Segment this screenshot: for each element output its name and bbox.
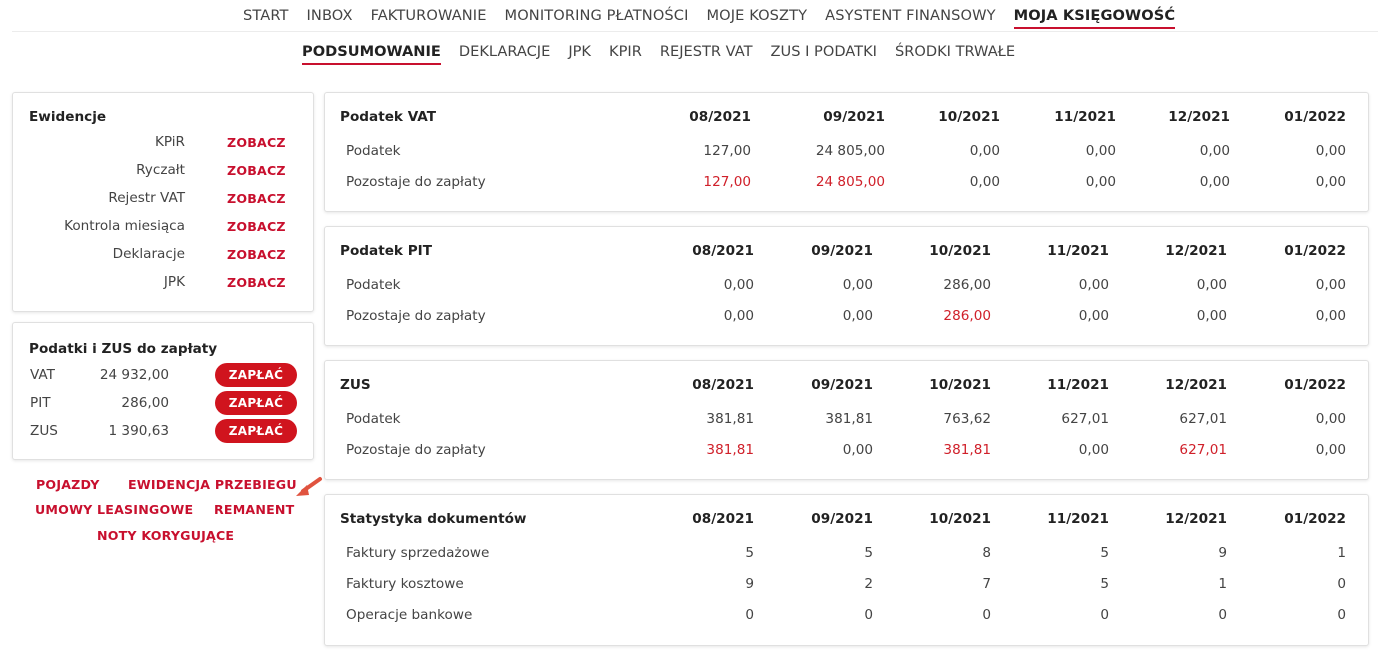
podatki-row-vat <box>13 363 313 387</box>
table-cell: 1 <box>1337 545 1346 561</box>
ewidencje-label: Deklaracje <box>112 246 185 262</box>
table-cell: 1 <box>1218 576 1227 592</box>
table-cell: 9 <box>745 576 754 592</box>
ewidencje-label: Ryczałt <box>136 162 185 178</box>
month-header: 12/2021 <box>1165 377 1227 393</box>
table-cell: 0 <box>745 607 754 623</box>
podatki-amount: 1 390,63 <box>108 423 169 439</box>
row-label: Faktury sprzedażowe <box>346 545 490 561</box>
month-header: 09/2021 <box>811 511 873 527</box>
tab-kpir[interactable]: KPIR <box>609 43 642 60</box>
table-cell: 381,81 <box>825 411 873 427</box>
podatki-title: Podatki i ZUS do zapłaty <box>29 341 218 357</box>
zobacz-kpir-link[interactable]: ZOBACZ <box>227 135 286 150</box>
table-title: Statystyka dokumentów <box>340 511 527 527</box>
month-header: 12/2021 <box>1165 243 1227 259</box>
umowy-leasingowe-link[interactable]: UMOWY LEASINGOWE <box>35 502 194 517</box>
table-cell: 2 <box>864 576 873 592</box>
month-header: 08/2021 <box>692 511 754 527</box>
top-nav-items <box>243 7 1175 29</box>
row-label: Faktury kosztowe <box>346 576 464 592</box>
table-cell: 24 805,00 <box>815 174 885 190</box>
table-cell: 627,01 <box>1179 411 1227 427</box>
table-cell: 627,01 <box>1179 442 1227 458</box>
table-cell: 127,00 <box>703 174 751 190</box>
top-nav <box>0 0 1390 32</box>
podatki-name: ZUS <box>30 423 58 439</box>
month-header: 01/2022 <box>1284 109 1346 125</box>
podatki-card <box>12 322 314 460</box>
podatek-vat-table <box>324 92 1369 212</box>
ewidencja-przebiegu-link[interactable]: EWIDENCJA PRZEBIEGU <box>128 477 297 492</box>
zus-table <box>324 360 1369 480</box>
row-label: Pozostaje do zapłaty <box>346 308 486 324</box>
table-cell: 0 <box>1100 607 1109 623</box>
table-cell: 0 <box>1337 576 1346 592</box>
month-header: 10/2021 <box>929 511 991 527</box>
zobacz-ryczalt-link[interactable]: ZOBACZ <box>227 163 286 178</box>
statystyka-dokumentow-table <box>324 494 1369 646</box>
zobacz-deklaracje-link[interactable]: ZOBACZ <box>227 247 286 262</box>
zobacz-rejestr-vat-link[interactable]: ZOBACZ <box>227 191 286 206</box>
month-header: 11/2021 <box>1047 243 1109 259</box>
zaplac-vat-button[interactable]: ZAPŁAĆ <box>215 363 297 387</box>
table-cell: 0,00 <box>1078 442 1109 458</box>
top-nav-monitoring[interactable]: MONITORING PŁATNOŚCI <box>504 7 689 24</box>
table-cell: 0,00 <box>842 277 873 293</box>
tab-srodki-trwale[interactable]: ŚRODKI TRWAŁE <box>894 43 1016 60</box>
table-cell: 381,81 <box>943 442 991 458</box>
table-cell: 0,00 <box>1196 277 1227 293</box>
table-cell: 0,00 <box>1315 143 1346 159</box>
month-header: 01/2022 <box>1284 511 1346 527</box>
row-label: Pozostaje do zapłaty <box>346 174 486 190</box>
month-header: 11/2021 <box>1054 109 1116 125</box>
ewidencje-card <box>12 92 314 312</box>
table-title: Podatek PIT <box>340 243 432 259</box>
table-cell: 0,00 <box>969 174 1000 190</box>
top-nav-moje-koszty[interactable]: MOJE KOSZTY <box>706 7 808 24</box>
table-cell: 9 <box>1218 545 1227 561</box>
month-header: 12/2021 <box>1168 109 1230 125</box>
table-cell: 0,00 <box>842 442 873 458</box>
zobacz-kontrola-link[interactable]: ZOBACZ <box>227 219 286 234</box>
month-header: 09/2021 <box>811 377 873 393</box>
month-header: 10/2021 <box>929 377 991 393</box>
row-label: Podatek <box>346 143 401 159</box>
month-header: 08/2021 <box>692 243 754 259</box>
table-cell: 0 <box>864 607 873 623</box>
tab-deklaracje[interactable]: DEKLARACJE <box>458 43 551 60</box>
table-cell: 8 <box>982 545 991 561</box>
month-header: 01/2022 <box>1284 243 1346 259</box>
month-header: 01/2022 <box>1284 377 1346 393</box>
table-cell: 763,62 <box>943 411 991 427</box>
tab-zus-i-podatki[interactable]: ZUS I PODATKI <box>770 43 877 60</box>
table-title: ZUS <box>340 377 371 393</box>
table-cell: 0,00 <box>1315 442 1346 458</box>
podatek-pit-table <box>324 226 1369 346</box>
zobacz-jpk-link[interactable]: ZOBACZ <box>227 275 286 290</box>
remanent-link[interactable]: REMANENT <box>214 502 295 517</box>
table-cell: 0,00 <box>1085 174 1116 190</box>
table-cell: 0,00 <box>1199 143 1230 159</box>
table-cell: 0 <box>1218 607 1227 623</box>
ewidencje-row-kontrola <box>13 218 313 238</box>
ewidencje-label: KPiR <box>154 134 185 150</box>
month-header: 11/2021 <box>1047 511 1109 527</box>
ewidencje-row-rejestr-vat <box>13 190 313 210</box>
sub-nav <box>302 43 1015 65</box>
row-label: Podatek <box>346 411 401 427</box>
table-cell: 0,00 <box>1315 308 1346 324</box>
month-header: 08/2021 <box>689 109 751 125</box>
noty-korygujace-link[interactable]: NOTY KORYGUJĄCE <box>97 528 235 543</box>
pojazdy-link[interactable]: POJAZDY <box>36 477 100 492</box>
table-cell: 0,00 <box>1085 143 1116 159</box>
table-cell: 127,00 <box>703 143 751 159</box>
top-nav-divider <box>12 31 1378 32</box>
ewidencje-label: Kontrola miesiąca <box>64 218 185 234</box>
table-title: Podatek VAT <box>340 109 437 125</box>
ewidencje-row-deklaracje <box>13 246 313 266</box>
ewidencje-row-jpk <box>13 274 313 294</box>
top-nav-fakturowanie[interactable]: FAKTUROWANIE <box>370 7 487 24</box>
ewidencje-label: JPK <box>163 274 185 290</box>
row-label: Pozostaje do zapłaty <box>346 442 486 458</box>
podatki-amount: 286,00 <box>121 395 169 411</box>
tab-jpk[interactable]: JPK <box>568 43 592 60</box>
arrow-pointer-icon <box>294 476 324 500</box>
row-label: Podatek <box>346 277 401 293</box>
table-cell: 286,00 <box>943 308 991 324</box>
top-nav-start[interactable]: START <box>243 7 289 24</box>
podatki-name: PIT <box>30 395 51 411</box>
table-cell: 7 <box>982 576 991 592</box>
tab-rejestr-vat[interactable]: REJESTR VAT <box>659 43 753 60</box>
table-cell: 5 <box>1100 545 1109 561</box>
row-label: Operacje bankowe <box>346 607 473 623</box>
ewidencje-row-ryczalt <box>13 162 313 182</box>
ewidencje-label: Rejestr VAT <box>108 190 185 206</box>
podatki-row-pit <box>13 391 313 415</box>
ewidencje-title: Ewidencje <box>29 109 107 125</box>
month-header: 12/2021 <box>1165 511 1227 527</box>
top-nav-inbox[interactable]: INBOX <box>306 7 353 24</box>
table-cell: 0 <box>1337 607 1346 623</box>
table-cell: 5 <box>1100 576 1109 592</box>
table-cell: 0,00 <box>723 308 754 324</box>
top-nav-moja-ksiegowosc[interactable]: MOJA KSIĘGOWOŚĆ <box>1014 7 1176 29</box>
table-cell: 0,00 <box>723 277 754 293</box>
zaplac-pit-button[interactable]: ZAPŁAĆ <box>215 391 297 415</box>
top-nav-asystent[interactable]: ASYSTENT FINANSOWY <box>825 7 996 24</box>
table-cell: 0,00 <box>1196 308 1227 324</box>
month-header: 08/2021 <box>692 377 754 393</box>
table-cell: 24 805,00 <box>815 143 885 159</box>
month-header: 10/2021 <box>938 109 1000 125</box>
table-cell: 5 <box>745 545 754 561</box>
podatki-amount: 24 932,00 <box>99 367 169 383</box>
table-cell: 0,00 <box>1315 277 1346 293</box>
table-cell: 0,00 <box>969 143 1000 159</box>
month-header: 10/2021 <box>929 243 991 259</box>
table-cell: 381,81 <box>706 411 754 427</box>
month-header: 09/2021 <box>811 243 873 259</box>
ewidencje-row-kpir <box>13 134 313 154</box>
month-header: 09/2021 <box>823 109 885 125</box>
podatki-name: VAT <box>30 367 55 383</box>
month-header: 11/2021 <box>1047 377 1109 393</box>
table-cell: 0,00 <box>1078 308 1109 324</box>
table-cell: 0,00 <box>1078 277 1109 293</box>
table-cell: 0 <box>982 607 991 623</box>
table-cell: 627,01 <box>1061 411 1109 427</box>
table-cell: 0,00 <box>1199 174 1230 190</box>
table-cell: 5 <box>864 545 873 561</box>
table-cell: 0,00 <box>1315 174 1346 190</box>
table-cell: 286,00 <box>943 277 991 293</box>
zaplac-zus-button[interactable]: ZAPŁAĆ <box>215 419 297 443</box>
podatki-row-zus <box>13 419 313 443</box>
table-cell: 0,00 <box>842 308 873 324</box>
table-cell: 381,81 <box>706 442 754 458</box>
tab-podsumowanie[interactable]: PODSUMOWANIE <box>302 43 441 65</box>
table-cell: 0,00 <box>1315 411 1346 427</box>
